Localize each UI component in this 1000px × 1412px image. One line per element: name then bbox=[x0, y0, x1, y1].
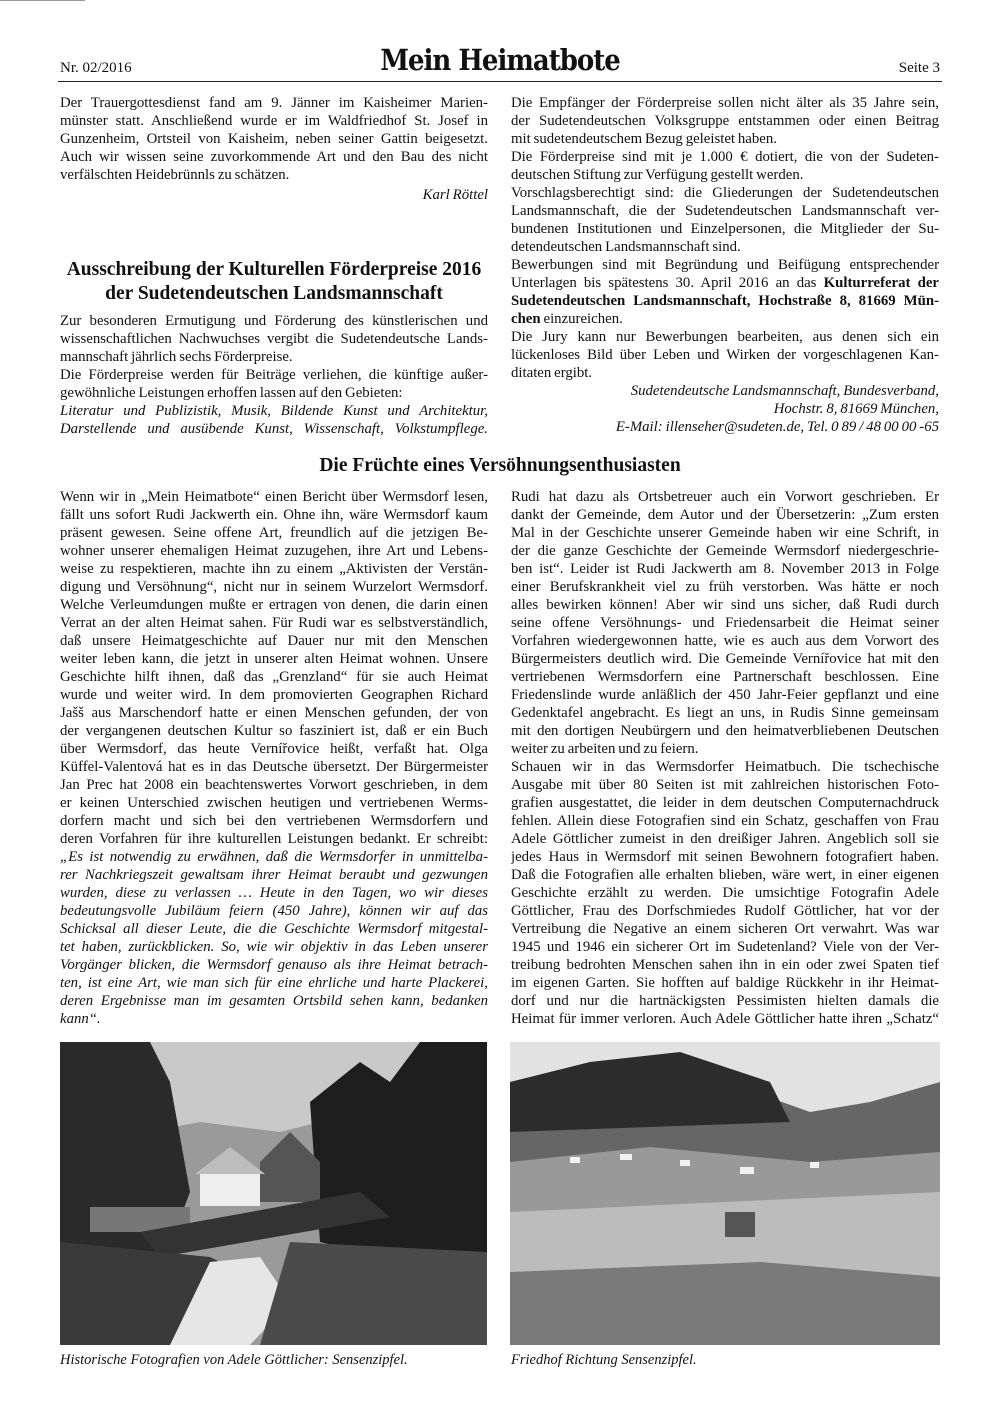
award-article-right bbox=[511, 94, 939, 436]
award-article-title bbox=[60, 258, 488, 306]
text-line: Die Förderpreise werden für Beiträge verliehen, die künftige außer- bbox=[60, 367, 488, 383]
text-line: Vorschlagsberechtigt sind: die Gliederungen der Sudetendeutschen bbox=[511, 185, 939, 201]
text-line: mit den dortigen Neubürgern und den heimatverbliebenen Deutschen bbox=[511, 723, 939, 739]
text-line: Die Empfänger der Förderpreise sollen nicht älter als 35 Jahre sein, bbox=[511, 95, 939, 111]
text-line: seine offene Versöhnungs- und Friedensarbeit die Heimat seiner bbox=[511, 615, 939, 631]
text-line: Adele Göttlicher zumeist in den dreißiger Jahren. Angeblich soll sie bbox=[511, 831, 939, 847]
text-line: Wenn wir in „Mein Heimatbote“ einen Bericht über Wermsdorf lesen, bbox=[60, 489, 488, 505]
text-line: über Wermsdorf, das heute Vernířovice heißt, verfaßt hat. Olga bbox=[60, 741, 488, 757]
text-line: ten, ist eine Art, wie man sich für eine ehrliche und harte Plackerei, bbox=[60, 975, 488, 991]
text-line: einer Berufskrankheit viel zu früh verstorben. Was hätte er noch bbox=[511, 579, 939, 595]
text-line: weise zu respektieren, machte ihn zu einem „Aktivisten der Verstän- bbox=[60, 561, 488, 577]
text-line: Vertreibung die Negative an einem sicheren Ort verwahrt. Was war bbox=[511, 921, 939, 937]
text-line: grafien ausgestattet, die leider in dem deutschen Computernachdruck bbox=[511, 795, 939, 811]
text-line: Küffel-Valentová hat es in das Deutsche übersetzt. Der Bürgermeister bbox=[60, 759, 488, 775]
contact-line: Hochstr. 8, 81669 München, bbox=[773, 401, 939, 417]
photo-forest-house-stream bbox=[60, 1042, 487, 1345]
text-line: Landsmannschaft, die der Sudetendeutschen Landsmannschaft ver- bbox=[511, 203, 939, 219]
left-photo-caption: Historische Fotografien von Adele Göttlicher: Sensenzipfel. bbox=[60, 1352, 408, 1368]
issue-number: Nr. 02/2016 bbox=[60, 60, 132, 76]
text-line: Göttlicher, Frau des Dorfschmiedes Rudolf Göttlicher, hat vor der bbox=[511, 903, 939, 919]
photo-cemetery-valley bbox=[510, 1042, 940, 1345]
photo-valley-image bbox=[510, 1042, 940, 1345]
paragraph bbox=[511, 256, 939, 328]
text-line: „Es ist notwendig zu erwähnen, daß die Wermsdorfer in unmittelba- bbox=[60, 849, 488, 865]
text-line: bundenen Institutionen und Einzelpersonen, die Mitglieder der Su- bbox=[511, 221, 939, 237]
paragraph bbox=[511, 488, 939, 758]
text-line: Darstellende und ausübende Kunst, Wissenschaft, Volkstumpflege. bbox=[60, 421, 488, 437]
header-rule bbox=[58, 81, 942, 82]
text-line: Friedenslinde wurde anläßlich der 450 Jahr-Feier gepflanzt und eine bbox=[511, 687, 939, 703]
main-article-title: Die Früchte eines Versöhnungsenthusiasten bbox=[319, 455, 681, 476]
contact-block bbox=[511, 382, 939, 436]
text-line: Jan Prec hat 2008 ein beachtenswertes Vorwort geschrieben, in dem bbox=[60, 777, 488, 793]
text-line: mit sudetendeutschem Bezug geleistet haben. bbox=[511, 131, 777, 147]
text-line: alles bewirken können! Aber wir sind uns sicher, daß Rudi durch bbox=[511, 597, 939, 613]
paragraph bbox=[511, 328, 939, 382]
text-line bbox=[511, 310, 939, 328]
text-line: Rudi hat dazu als Ortsbetreuer auch ein Vorwort geschrieben. Er bbox=[511, 489, 939, 505]
text-line bbox=[511, 274, 939, 292]
text-line bbox=[511, 292, 939, 310]
text-line: Geschichte hilft ihnen, daß das „Grenzland“ für sie auch Heimat bbox=[60, 669, 488, 685]
bold-text: Sudetendeutschen Landsmannschaft, Hochstraße 8, 81669 Mün- bbox=[511, 293, 939, 309]
bold-text: Kulturreferat der bbox=[823, 275, 939, 291]
text-line: deren Vorfahren für ihre kulturellen Leistungen bedankt. Er schreibt: bbox=[60, 831, 488, 847]
text-line: Schauen wir in das Wermsdorfer Heimatbuch. Die tschechische bbox=[511, 759, 939, 775]
text-line: ben ist“. Leider ist Rudi Jackwerth am 8. November 2013 in Folge bbox=[511, 561, 939, 577]
text-line: im eigenen Garten. Sie hofften auf baldige Rückkehr in ihr Heimat- bbox=[511, 975, 939, 991]
text-line: Gunzenheim, Ortsteil von Kaisheim, neben seiner Gattin beigesetzt. bbox=[60, 131, 488, 147]
text-line: gewöhnliche Leistungen erhoffen lassen auf den Gebieten: bbox=[60, 385, 403, 401]
paragraph bbox=[60, 848, 488, 1028]
text-line: 1945 und 1946 ein sicherer Ort im Sudetenland? Viele von der Ver- bbox=[511, 939, 939, 955]
text-line: Gedenktafel angebracht. Es liegt an uns, in Rudis Sinne gemeinsam bbox=[511, 705, 939, 721]
text-line: Welche Verleumdungen mußte er ertragen von denen, die darin einen bbox=[60, 597, 488, 613]
paragraph bbox=[511, 94, 939, 148]
text-line: digung und Versöhnung“, nicht nur in seinem Wurzelort Wermsdorf. bbox=[60, 579, 488, 595]
text-line: fehlen. Allein diese Fotografien sind ein Schatz, geschaffen von Frau bbox=[511, 813, 939, 829]
text-line: dorf und nur die hartnäckigsten Pessimisten hielten damals die bbox=[511, 993, 939, 1009]
text-line: Bewerbungen sind mit Begründung und Beifügung entsprechender bbox=[511, 257, 939, 273]
text-line: präsent gewesen. Seine offene Art, freundlich auf die jetzigen Be- bbox=[60, 525, 488, 541]
text-line: kann“. bbox=[60, 1011, 101, 1027]
text-line: lückenloses Bild über Leben und Wirken der vorgeschlagenen Kan- bbox=[511, 347, 939, 363]
text-line: Bürgermeisters deutlich wird. Die Gemeinde Vernířovice hat mit den bbox=[511, 651, 939, 667]
text-line: verfälschten Heidebrünnls zu schätzen. bbox=[60, 167, 290, 183]
text-line: wohner unserer ehemaligen Heimat zuzugehen, ihre Art und Lebens- bbox=[60, 543, 488, 559]
text-line: jedes Haus in Wermsdorf mit seinen Bewohnern fotografiert haben. bbox=[511, 849, 939, 865]
text-line: Der Trauergottesdienst fand am 9. Jänner im Kaisheimer Marien- bbox=[60, 95, 488, 111]
text-line: vertriebenen Wermsdorfern eine Partnerschaft beschlossen. Eine bbox=[511, 669, 939, 685]
paragraph bbox=[60, 488, 488, 848]
text-line: der vergangenen deutschen Kultur so fasziniert ist, daß er ein Buch bbox=[60, 723, 488, 739]
text-line: wurden, diese zu verlassen … Heute in den Tagen, wo wir dieses bbox=[60, 885, 488, 901]
award-article-body-left bbox=[60, 312, 488, 438]
text-line: Vorfahren wiedergewonnen hatte, wie es auch aus dem Vorwort des bbox=[511, 633, 939, 649]
text-line: Die Jury kann nur Bewerbungen bearbeiten, aus denen sich ein bbox=[511, 329, 939, 345]
text-line: Zur besonderen Ermutigung und Förderung des künstlerischen und bbox=[60, 313, 488, 329]
text-line: ditaten ergibt. bbox=[511, 365, 593, 381]
text-line: Heimat für immer verloren. Auch Adele Göttlicher hatte ihren „Schatz“ bbox=[511, 1011, 939, 1027]
text-line: wissenschaftlichen Nachwuchses vergibt die Sudetendeutsche Lands- bbox=[60, 331, 488, 347]
text-line: der die ganze Geschichte der Gemeinde Wermsdorf niedergeschrie- bbox=[511, 543, 939, 559]
text-line: fällt uns sofort Rudi Jackwerth ein. Ohne ihn, wäre Wermsdorf kaum bbox=[60, 507, 488, 523]
masthead-logo: Mein Heimatbote bbox=[380, 44, 620, 78]
text-line: tet haben, zurückblicken. So, wie wir objektiv in das Leben unserer bbox=[60, 939, 488, 955]
text-line: der Sudetendeutschen Volksgruppe entstammen oder einen Beitrag bbox=[511, 113, 939, 129]
right-photo-caption: Friedhof Richtung Sensenzipfel. bbox=[511, 1352, 697, 1368]
text-line: rer Nachkriegszeit gewaltsam ihrer Heimat beraubt und gezwungen bbox=[60, 867, 488, 883]
obituary-text bbox=[60, 94, 488, 184]
text-line: daß unsere Heimatgeschichte auf Dauer nur mit den Menschen bbox=[60, 633, 488, 649]
bold-text: chen bbox=[511, 311, 541, 327]
text-line: Ausgabe mit über 80 Seiten ist mit zahlreichen historischen Foto- bbox=[511, 777, 939, 793]
text-line: treibung bedrohten Menschen sahen ihn in ein oder zwei Spaten tief bbox=[511, 957, 939, 973]
text-segment: einzureichen. bbox=[540, 311, 623, 327]
text-line: Geschichte erzählt zu werden. Die umsichtige Fotografin Adele bbox=[511, 885, 939, 901]
text-line: Literatur und Publizistik, Musik, Bildende Kunst und Architektur, bbox=[60, 403, 488, 419]
text-line: deutschen Stiftung zur Verfügung gestellt werden. bbox=[511, 167, 804, 183]
paragraph bbox=[60, 366, 488, 402]
text-line: bedeutungsvolle Jubiläum feiern (450 Jahre), können wir auf das bbox=[60, 903, 488, 919]
text-line: Mal in der Geschichte unserer Gemeinde haben wir eine Schrift, in bbox=[511, 525, 939, 541]
contact-line: Sudetendeutsche Landsmannschaft, Bundesverband, bbox=[630, 383, 939, 399]
scan-edge-line bbox=[0, 0, 85, 1]
author-signature: Karl Röttel bbox=[422, 187, 488, 203]
paragraph bbox=[60, 312, 488, 366]
text-line: Auch wir wissen seine zuvorkommende Art und den Bau des nicht bbox=[60, 149, 488, 165]
text-line: Jašš aus Marschendorf hatte er einen Menschen gefunden, der von bbox=[60, 705, 488, 721]
text-line: Vorgänger blicken, die Wermsdorf genauso als ihre Heimat betrach- bbox=[60, 957, 488, 973]
text-line: detendeutschen Landsmannschaft sind. bbox=[511, 239, 741, 255]
text-line: weiter leben kann, die jetzt in unserer alten Heimat wohnen. Unsere bbox=[60, 651, 488, 667]
paragraph bbox=[60, 402, 488, 438]
text-line: Verrat an der alten Heimat sahen. Für Rudi war es selbstverständlich, bbox=[60, 615, 488, 631]
text-line: dankt der Gemeinde, dem Autor und der Übersetzerin: „Zum ersten bbox=[511, 507, 939, 523]
main-article-left bbox=[60, 488, 488, 1028]
paragraph bbox=[511, 758, 939, 1028]
paragraph bbox=[511, 148, 939, 184]
text-line: Die Förderpreise sind mit je 1.000 € dotiert, die von der Sudeten- bbox=[511, 149, 939, 165]
text-line: mannschaft jährlich sechs Förderpreise. bbox=[60, 349, 293, 365]
award-article-left bbox=[60, 258, 488, 438]
text-line: Schicksal all dieser Leute, die die Geschichte Wermsdorf mitgestal- bbox=[60, 921, 488, 937]
text-line: münster statt. Anschließend wurde er im Waldfriedhof St. Josef in bbox=[60, 113, 488, 129]
page-number: Seite 3 bbox=[898, 60, 940, 76]
award-article-body-right bbox=[511, 94, 939, 382]
main-article-right bbox=[511, 488, 939, 1028]
text-line: wurde und weiter wird. In dem promovierten Geographen Richard bbox=[60, 687, 488, 703]
title-line: der Sudetendeutschen Landsmannschaft bbox=[105, 283, 443, 304]
text-line: deren Ergebnisse man im gesamten Ortsbild sehen kann, bedanken bbox=[60, 993, 488, 1009]
text-segment: Unterlagen bis spätestens 30. April 2016 an das bbox=[511, 275, 824, 291]
text-line: weiter zu arbeiten und zu feiern. bbox=[511, 741, 699, 757]
contact-line: E-Mail: illenseher@sudeten.de, Tel. 0 89 / 48 00 00 -65 bbox=[615, 419, 939, 435]
obituary-ending bbox=[60, 94, 488, 204]
text-line: dorfern macht und sich bei den vertriebenen Wermsdorfern und bbox=[60, 813, 488, 829]
paragraph bbox=[60, 94, 488, 184]
text-line: Daß die Fotografien alle erhalten blieben, wäre wert, in einer eigenen bbox=[511, 867, 939, 883]
photo-forest-image bbox=[60, 1042, 487, 1345]
title-line: Ausschreibung der Kulturellen Förderpreise 2016 bbox=[66, 259, 482, 280]
text-line: er keinen Unterschied zwischen heutigen und vertriebenen Werms- bbox=[60, 795, 488, 811]
paragraph bbox=[511, 184, 939, 256]
